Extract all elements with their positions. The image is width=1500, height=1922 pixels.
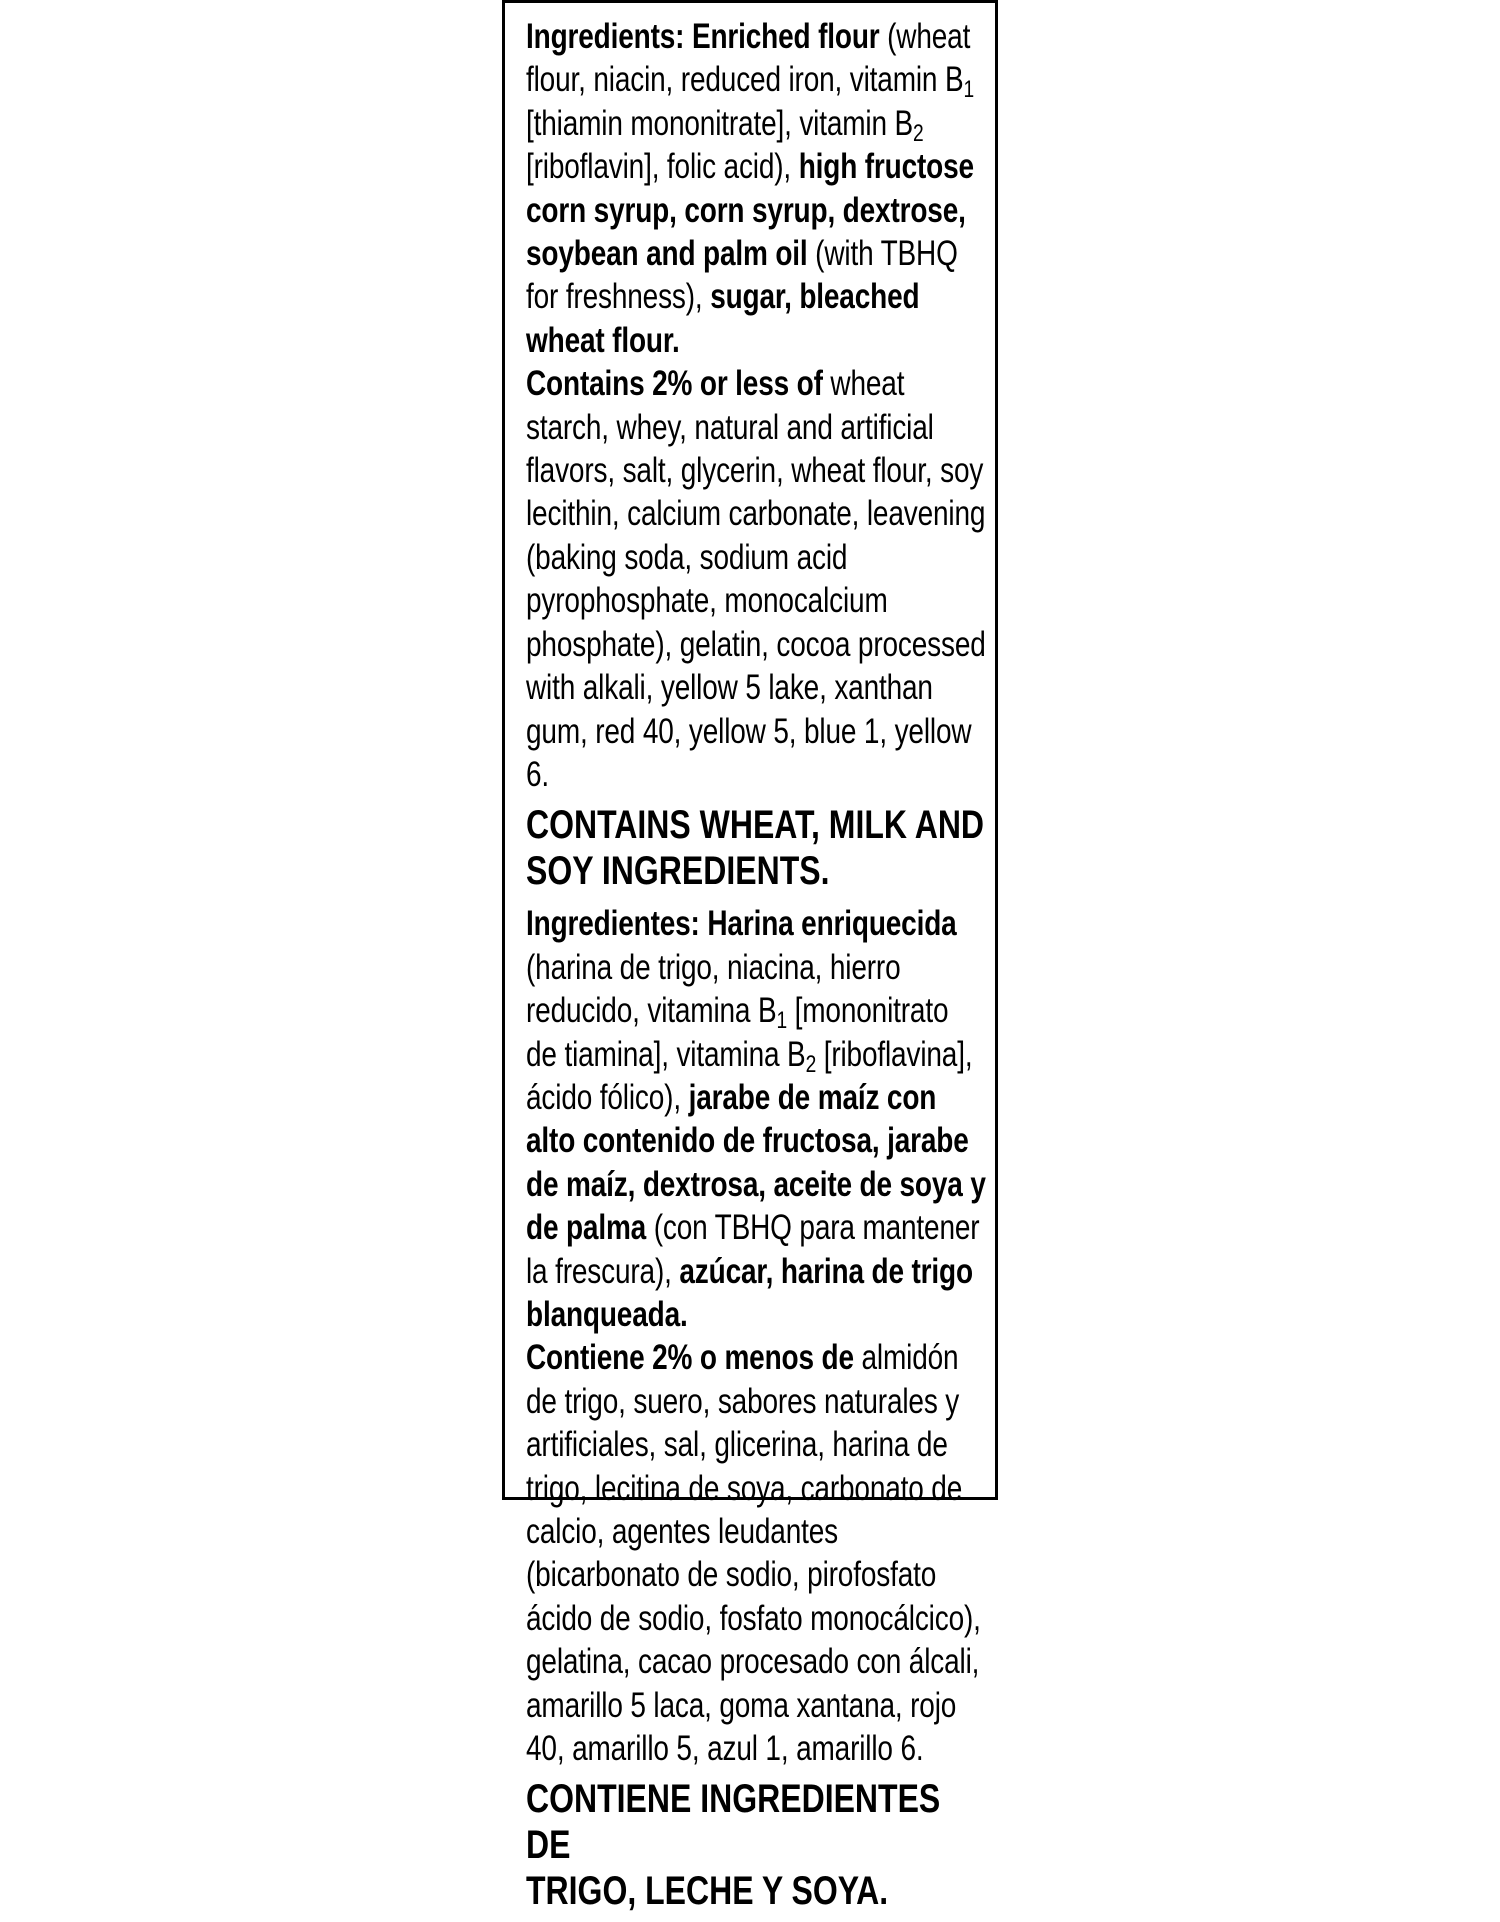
spanish-flour-detail-3: [riboflavina], ácido fólico), — [526, 1034, 973, 1117]
english-main-ingredients-2: sugar, bleached wheat flour. — [526, 277, 920, 360]
spanish-allergen-line-2: TRIGO, LECHE Y SOYA. — [526, 1869, 889, 1914]
english-subscript-2: 2 — [913, 119, 924, 147]
label-text-block — [526, 15, 986, 1922]
english-allergen-line-2: SOY INGREDIENTS. — [526, 849, 830, 894]
english-allergen-statement — [526, 802, 986, 894]
spanish-allergen-statement — [526, 1776, 986, 1914]
spanish-flour-detail-1: (harina de trigo, niacina, hierro reducido, vitamina B — [526, 947, 901, 1031]
ingredients-label-panel — [502, 0, 998, 1914]
english-flour-detail-2: [thiamin mononitrate], vitamin B — [526, 103, 914, 143]
spanish-contains-less-heading: Contiene 2% o menos de — [526, 1338, 854, 1378]
english-minor-paragraph — [526, 362, 986, 796]
spanish-ingredients-heading: Ingredientes: — [526, 904, 700, 944]
spanish-main-ingredients-1: jarabe de maíz con alto contenido de fructosa, jarabe de maíz, dextrosa, aceite de soya y de palma — [526, 1077, 986, 1248]
spanish-minor-ingredients: almidón de trigo, suero, sabores naturales y artificiales, sal, glicerina, harina de trigo, lecitina de soya, carbonato de calcio, agentes leudantes (bicarbonato de sodio, pirofosfato ácido de sodio, fosfato monocálcico), gelatina, cacao procesado con álcali, amarillo 5 laca, goma xantana, rojo 40, amarillo 5, azul 1, amarillo 6. — [526, 1338, 981, 1769]
english-enriched-flour: Enriched flour — [691, 17, 880, 56]
spanish-enriched-flour: Harina enriquecida — [707, 904, 957, 944]
english-flour-detail-1: (wheat flour, niacin, reduced iron, vitamin B — [526, 17, 971, 100]
english-subscript-1: 1 — [963, 76, 975, 104]
spanish-ingredients-paragraph — [526, 902, 986, 1336]
english-ingredients-paragraph — [526, 15, 986, 362]
english-minor-ingredients: wheat starch, whey, natural and artificial flavors, salt, glycerin, wheat flour, soy lecithin, calcium carbonate, leavening (baking soda, sodium acid pyrophosphate, monocalcium phosphate), gelatin, cocoa processed with alkali, yellow 5 lake, xanthan gum, red 40, yellow 5, blue 1, yellow 6. — [526, 364, 986, 794]
spanish-subscript-2: 2 — [805, 1050, 817, 1078]
spanish-main-ingredients-2: azúcar, harina de trigo blanqueada. — [526, 1251, 973, 1334]
spanish-flour-detail-2: [mononitrato de tiamina], vitamina B — [526, 991, 949, 1074]
spanish-subscript-1: 1 — [776, 1007, 788, 1035]
english-allergen-line-1: CONTAINS WHEAT, MILK AND — [526, 803, 985, 848]
english-main-ingredients-1: high fructose corn syrup, corn syrup, dextrose, soybean and palm oil — [526, 147, 974, 274]
english-ingredients-heading: Ingredients: — [526, 17, 685, 56]
english-flour-detail-3: [riboflavin], folic acid), — [526, 147, 792, 187]
english-oil-detail: (with TBHQ for freshness), — [526, 234, 958, 317]
spanish-oil-detail: (con TBHQ para mantener la frescura), — [526, 1208, 980, 1291]
spanish-allergen-line-1: CONTIENE INGREDIENTES DE — [526, 1777, 941, 1868]
english-contains-less-heading: Contains 2% or less of — [526, 364, 823, 404]
spanish-minor-paragraph — [526, 1336, 986, 1770]
